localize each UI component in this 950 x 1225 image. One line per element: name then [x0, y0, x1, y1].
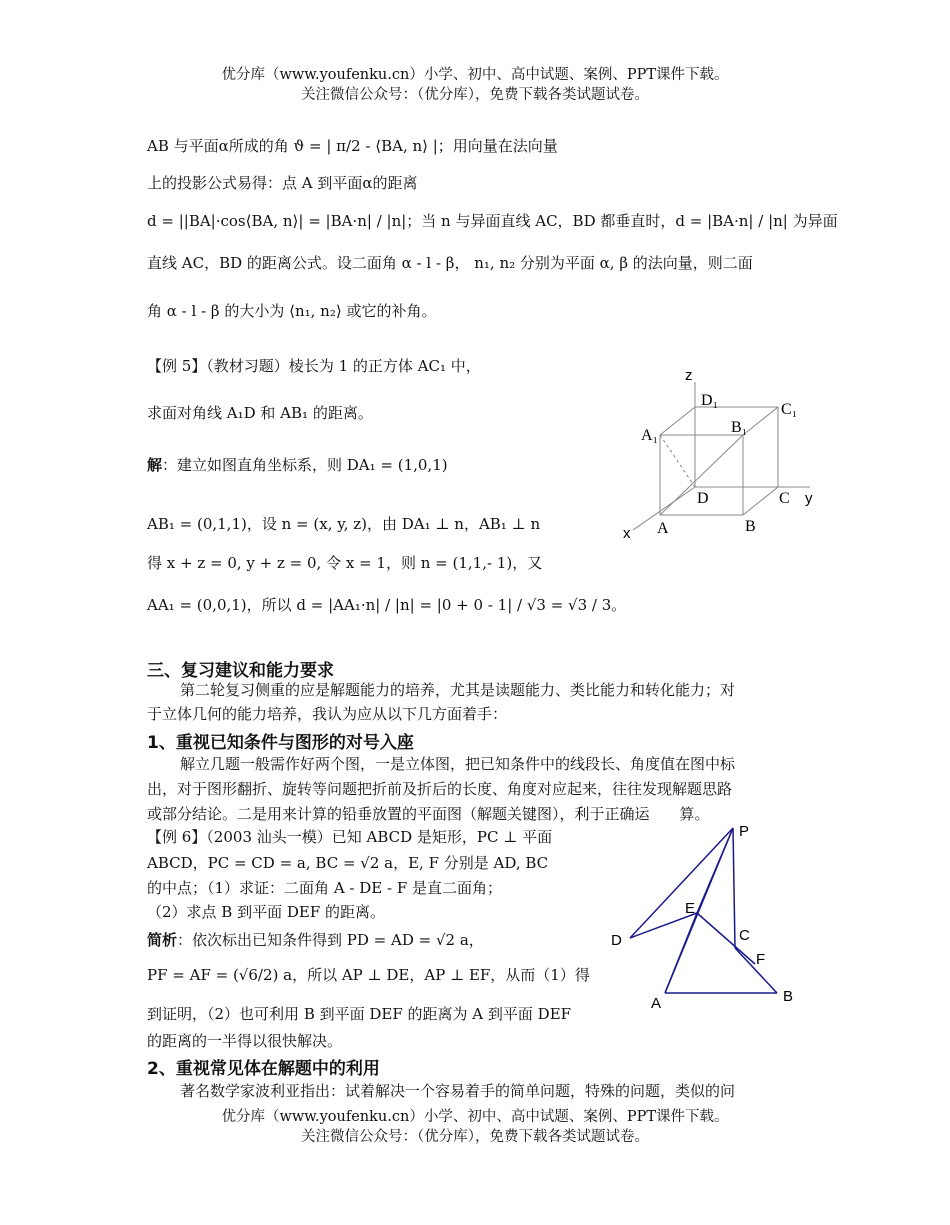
- footer-line-1: 优分库（www.youfenku.cn）小学、初中、高中试题、案例、PPT课件下载。: [221, 1109, 729, 1125]
- edge-PD: [630, 828, 733, 938]
- analysis-text: ：依次标出已知条件得到 PD = AD = √2 a，: [177, 931, 484, 949]
- solution-label: 解: [147, 456, 163, 474]
- label-A: A: [651, 995, 662, 1012]
- example6-line: 到证明，（2）也可利用 B 到平面 DEF 的距离为 A 到平面 DEF: [147, 1005, 572, 1023]
- label-B1: B₁: [731, 419, 748, 436]
- label-D1: D₁: [701, 392, 719, 409]
- subsection-title: 2、重视常见体在解题中的利用: [147, 1059, 380, 1079]
- text-line: 角 α - l - β 的大小为 ⟨n₁, n₂⟩ 或它的补角。: [147, 302, 437, 320]
- paragraph-line: 出，对于图形翻折、旋转等问题把折前及折后的长度、角度对应起来，往往发现解题思路: [147, 780, 733, 798]
- edge-PE: [697, 828, 733, 913]
- solution-text: ：建立如图直角坐标系，则 DA₁ = (1,0,1): [162, 456, 448, 474]
- paragraph-line: 于立体几何的能力培养，我认为应从以下几方面着手：: [147, 705, 508, 723]
- label-D: D: [697, 490, 709, 507]
- label-C: C: [739, 927, 750, 944]
- cube-diagram: [615, 360, 830, 540]
- paragraph-line: 解立几题一般需作好两个图，一是立体图，把已知条件中的线段长、角度值在图中标: [180, 755, 736, 773]
- pyramid-diagram: [605, 818, 805, 1018]
- text-line: 上的投影公式易得：点 A 到平面α的距离: [147, 174, 418, 192]
- cube-edge: [743, 487, 778, 515]
- label-E: E: [685, 900, 696, 917]
- label-A: A: [657, 520, 669, 537]
- cube-edge: [743, 407, 778, 435]
- example6-line: （2）求点 B 到平面 DEF 的距离。: [147, 903, 386, 921]
- label-C: C: [779, 490, 790, 507]
- edge-PC: [733, 828, 735, 948]
- text-line: 直线 AC，BD 的距离公式。设二面角 α - l - β， n₁, n₂ 分别为平面 α, β 的法向量，则二面: [147, 254, 753, 272]
- section-title: 三、复习建议和能力要求: [147, 661, 334, 681]
- example5-line: AB₁ = (0,1,1)，设 n = (x, y, z)，由 DA₁ ⊥ n，AB₁ ⊥ n: [147, 515, 541, 533]
- header-line-1: 优分库（www.youfenku.cn）小学、初中、高中试题、案例、PPT课件下载。: [221, 67, 729, 83]
- analysis-label: 简析: [147, 931, 178, 949]
- diagonal-A1D: [660, 435, 695, 487]
- example6-line: PF = AF = (√6/2) a，所以 AP ⊥ DE，AP ⊥ EF，从而（1）得: [147, 966, 590, 984]
- example5-line: 得 x + z = 0, y + z = 0, 令 x = 1，则 n = (1,1,- 1)，又: [147, 554, 543, 572]
- example5-line: 求面对角线 A₁D 和 AB₁ 的距离。: [147, 404, 373, 422]
- example5-solution: [147, 455, 448, 475]
- label-B: B: [745, 518, 756, 535]
- example6-analysis: [147, 930, 484, 950]
- paragraph-line: 第二轮复习侧重的应是解题能力的培养，尤其是读题能力、类比能力和转化能力；对: [180, 681, 736, 699]
- label-D: D: [611, 932, 622, 949]
- paragraph-line: 或部分结论。二是用来计算的铅垂放置的平面图（解题关键图），利于正确运 算。: [147, 805, 710, 823]
- cube-edge: [660, 407, 695, 435]
- edge-EA: [665, 913, 697, 993]
- label-x: x: [623, 525, 631, 540]
- example5-line: AA₁ = (0,0,1)，所以 d = |AA₁·n| / |n| = |0 + 0 - 1| / √3 = √3 / 3。: [147, 596, 627, 614]
- example6-line: ABCD，PC = CD = a, BC = √2 a，E, F 分别是 AD, BC: [147, 854, 549, 872]
- label-F: F: [756, 951, 766, 968]
- example5-line: 【例 5】（教材习题）棱长为 1 的正方体 AC₁ 中，: [147, 357, 481, 375]
- example6-line: 的中点；（1）求证：二面角 A - DE - F 是直二面角；: [147, 879, 503, 897]
- footer-line-2: 关注微信公众号：（优分库），免费下载各类试题试卷。: [301, 1129, 649, 1145]
- paragraph-line: 著名数学家波利亚指出：试着解决一个容易着手的简单问题，特殊的问题，类似的问: [180, 1082, 736, 1100]
- example6-line: 的距离的一半得以很快解决。: [147, 1032, 343, 1050]
- label-C1: C₁: [781, 401, 798, 418]
- subsection-title: 1、重视已知条件与图形的对号入座: [147, 733, 414, 753]
- label-y: y: [805, 490, 813, 507]
- example6-line: 【例 6】（2003 汕头一模）已知 ABCD 是矩形，PC ⊥ 平面: [147, 828, 553, 846]
- text-line: AB 与平面α所成的角 ϑ = | π/2 - ⟨BA, n⟩ |；用向量在法向量: [147, 137, 558, 155]
- label-B: B: [783, 988, 794, 1005]
- text-line: d = ||BA|·cos⟨BA, n⟩| = |BA·n| / |n|；当 n 与异面直线 AC，BD 都垂直时，d = |BA·n| / |n| 为异面: [147, 212, 838, 230]
- header-line-2: 关注微信公众号：（优分库），免费下载各类试题试卷。: [301, 87, 649, 103]
- label-A1: A₁: [641, 427, 659, 444]
- label-P: P: [739, 823, 750, 840]
- label-z: z: [685, 367, 693, 384]
